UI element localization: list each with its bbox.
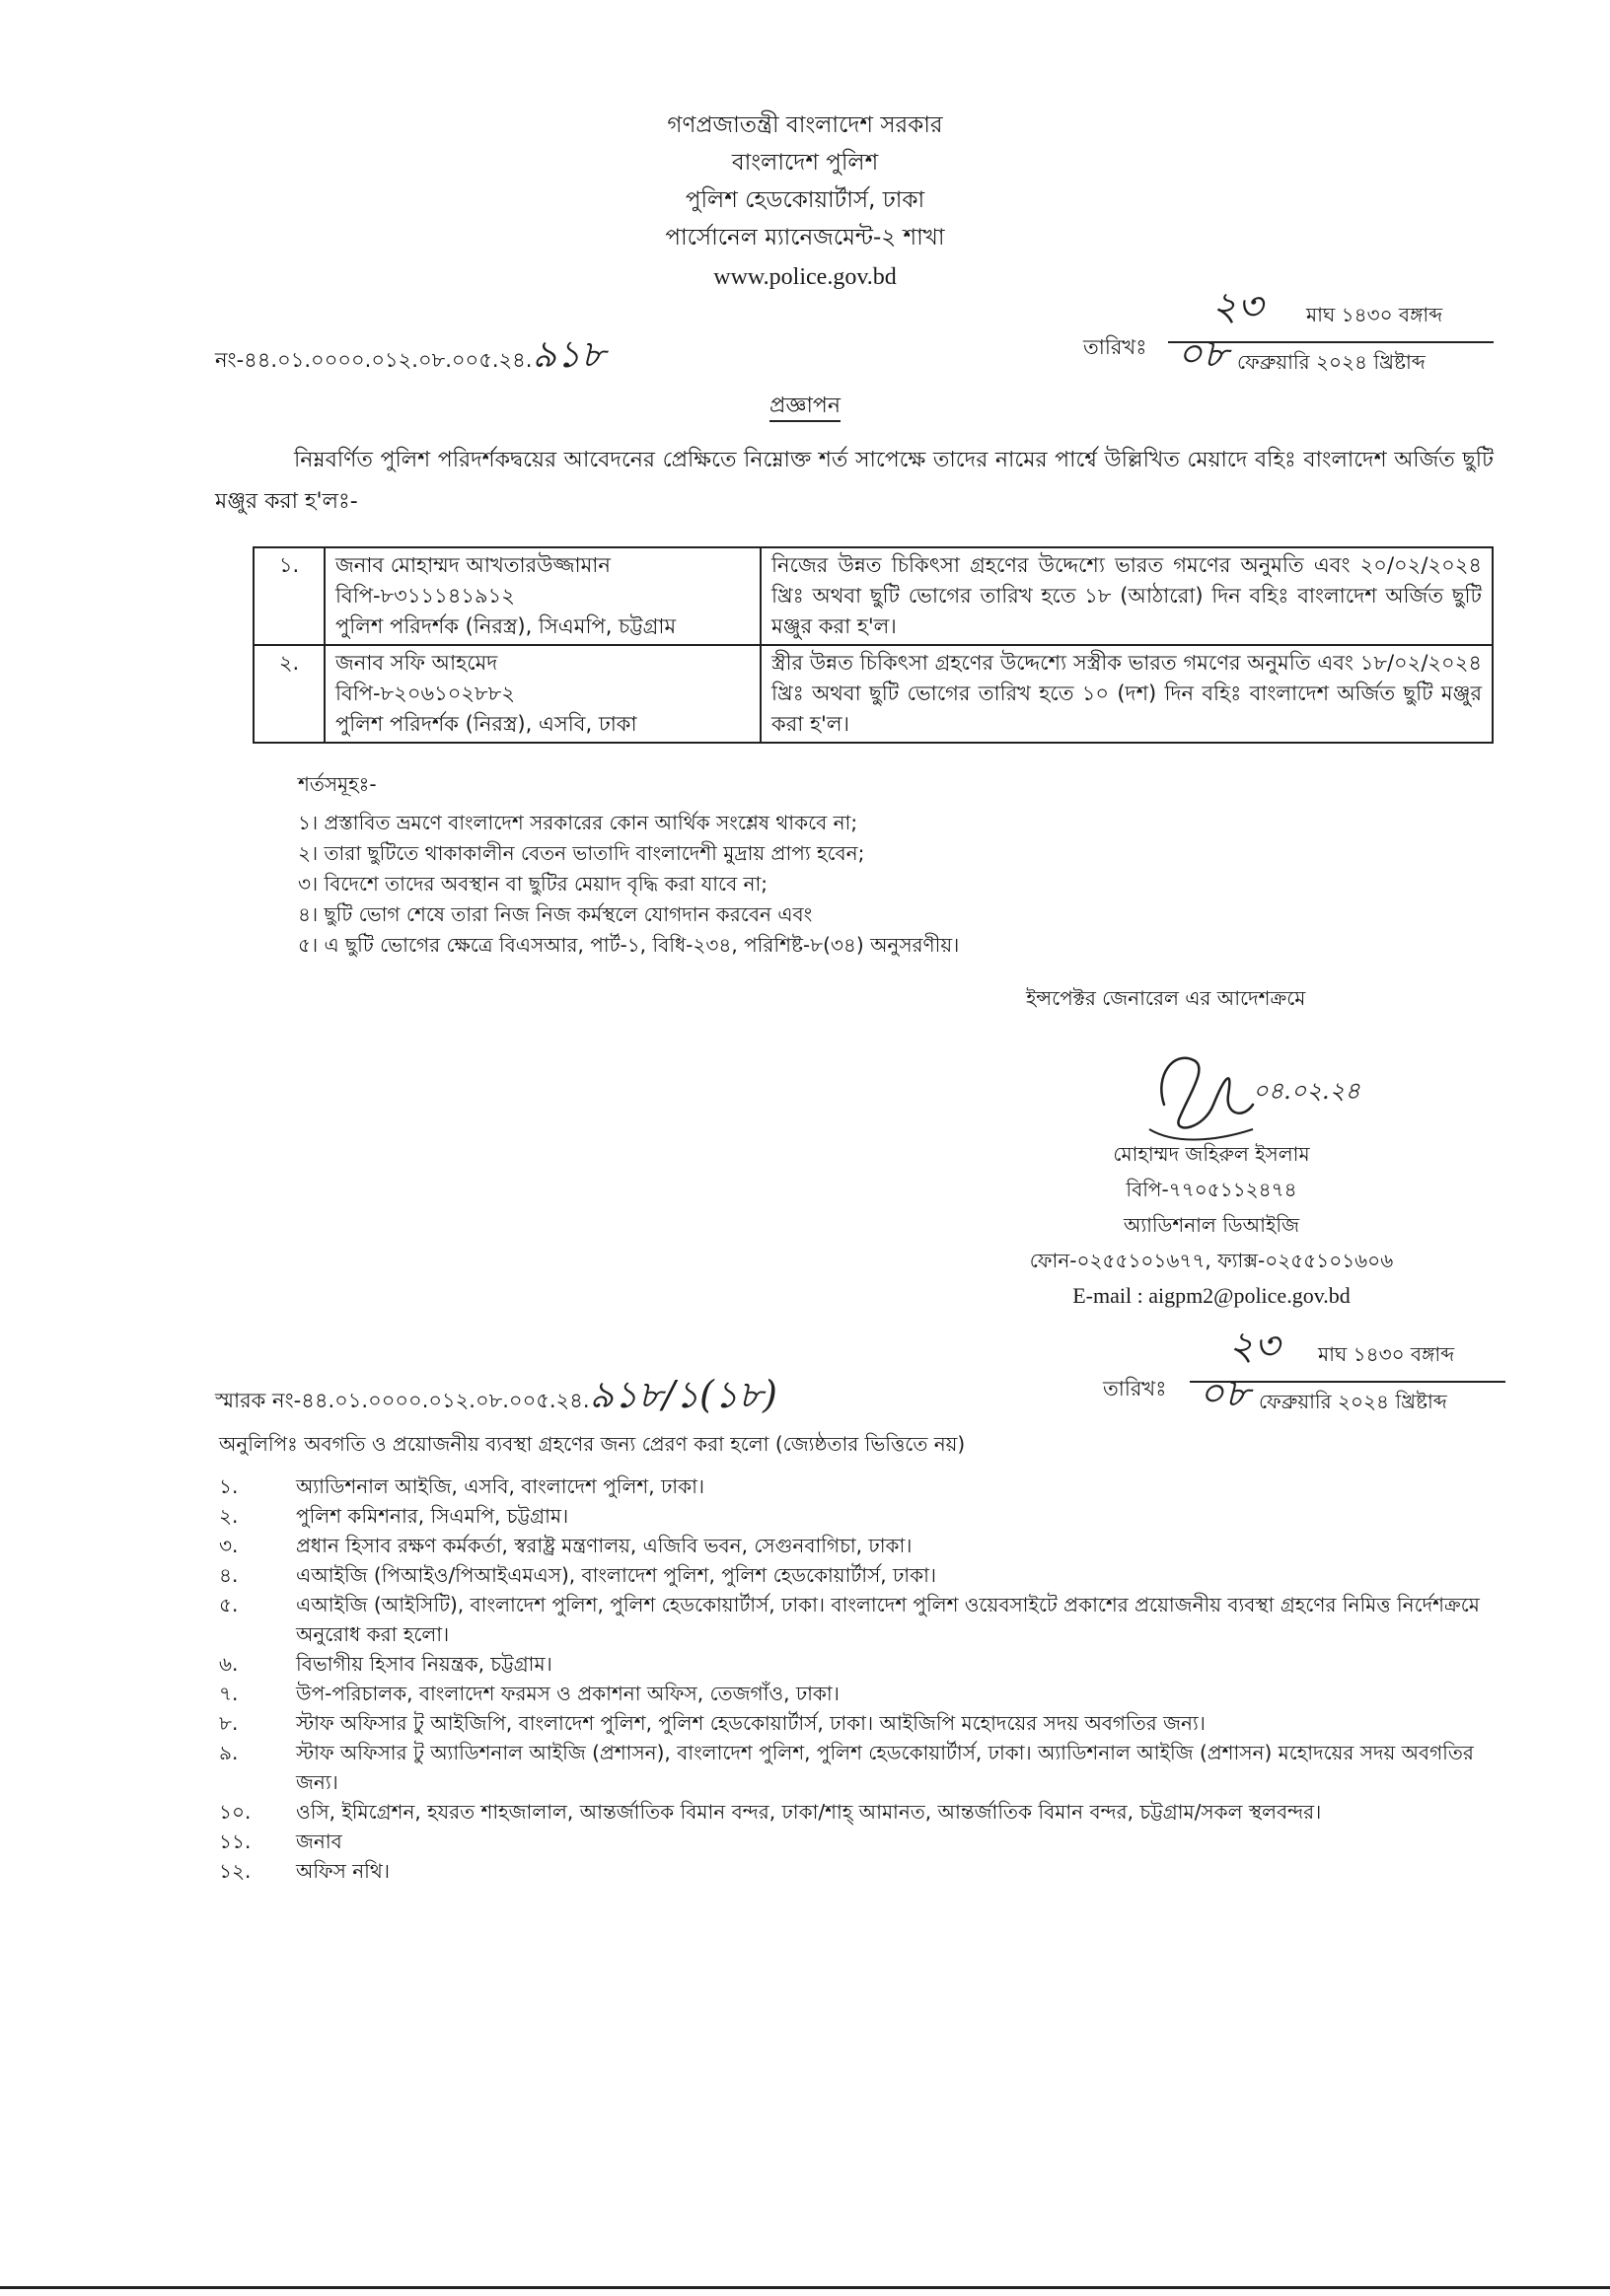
copy-text: এআইজি (আইসিটি), বাংলাদেশ পুলিশ, পুলিশ হেডকোয়ার্টার্স, ঢাকা। বাংলাদেশ পুলিশ ওয়েবসাইটে প্রকাশের প্রয়োজনীয় ব্যবস্থা গ্রহণের নিমিত্ত নির্দেশক্রমে অনুরোধ করা হলো। xyxy=(296,1593,1480,1646)
copy-num: ২. xyxy=(219,1504,239,1528)
memo2-number-handwritten: ৯১৮/১(১৮) xyxy=(589,1373,777,1416)
copy-num: ৬. xyxy=(219,1652,239,1676)
memo-number-handwritten: ৯১৮ xyxy=(532,332,606,376)
memo-date-label: তারিখঃ xyxy=(1083,335,1147,359)
list-item xyxy=(219,1827,1501,1856)
copy-num: ৪. xyxy=(219,1563,239,1587)
grant-person xyxy=(325,547,761,645)
copies-list xyxy=(219,1471,1501,1886)
list-item xyxy=(219,1590,1501,1649)
grant-post: পুলিশ পরিদর্শক (নিরস্ত্র), সিএমপি, চট্টগ্রাম xyxy=(335,614,677,638)
memo2-date-en-rest: ফেব্রুয়ারি ২০২৪ খ্রিষ্টাব্দ xyxy=(1259,1390,1447,1413)
copy-num: ৮. xyxy=(219,1711,239,1735)
grant-detail: স্ত্রীর উন্নত চিকিৎসা গ্রহণের উদ্দেশ্যে সস্ত্রীক ভারত গমণের অনুমতি এবং ১৮/০২/২০২৪ খ্রিঃ অথবা ছুটি ভোগের তারিখ হতে ১০ (দশ) দিন বহিঃ বাংলাদেশ অর্জিত ছুটি মঞ্জুর করা হ'ল। xyxy=(761,645,1493,743)
list-item xyxy=(219,1679,1501,1708)
header-police: বাংলাদেশ পুলিশ xyxy=(731,150,879,176)
copy-text: স্টাফ অফিসার টু অ্যাডিশনাল আইজি (প্রশাসন), বাংলাদেশ পুলিশ, পুলিশ হেডকোয়ার্টার্স, ঢাকা। অ্যাডিশনাল আইজি (প্রশাসন) মহোদয়ের সদয় অবগতির জন্য। xyxy=(296,1741,1474,1794)
list-item xyxy=(219,1649,1501,1679)
memo2-number-prefix: স্মারক নং-৪৪.০১.০০০০.০১২.০৮.০০৫.২৪. xyxy=(215,1389,590,1412)
copy-text: অফিস নথি। xyxy=(296,1859,390,1883)
condition-item: ৩। বিদেশে তাদের অবস্থান বা ছুটির মেয়াদ বৃদ্ধি করা যাবে না; xyxy=(298,872,768,896)
memo2-date-bn-rest: মাঘ ১৪৩০ বঙ্গাব্দ xyxy=(1318,1342,1455,1366)
memo2-date-label: তারিখঃ xyxy=(1103,1377,1167,1400)
list-item xyxy=(219,1708,1501,1738)
grant-detail: নিজের উন্নত চিকিৎসা গ্রহণের উদ্দেশ্যে ভারত গমণের অনুমতি এবং ২০/০২/২০২৪ খ্রিঃ অথবা ছুটি ভোগের তারিখ হতে ১৮ (আঠারো) দিন বহিঃ বাংলাদেশ অর্জিত ছুটি মঞ্জুর করা হ'ল। xyxy=(761,547,1493,645)
grant-bp: বিপি-৮২০৬১০২৮৮২ xyxy=(335,682,515,705)
memo-date-en-rest: ফেব্রুয়ারি ২০২৪ খ্রিষ্টাব্দ xyxy=(1237,350,1426,374)
signatory-phone: ফোন-০২৫৫১০১৬৭৭, ফ্যাক্স-০২৫৫১০১৬০৬ xyxy=(1029,1249,1394,1272)
condition-item: ৫। এ ছুটি ভোগের ক্ষেত্রে বিএসআর, পার্ট-১, বিধি-২৩৪, পরিশিষ্ট-৮(৩৪) অনুসরণীয়। xyxy=(298,933,960,957)
memo-number-prefix: নং-৪৪.০১.০০০০.০১২.০৮.০০৫.২৪. xyxy=(215,348,533,372)
copy-num: ৯. xyxy=(219,1741,239,1764)
copy-text: এআইজি (পিআইও/পিআইএমএস), বাংলাদেশ পুলিশ, পুলিশ হেডকোয়ার্টার্স, ঢাকা। xyxy=(296,1563,937,1587)
memo2-number xyxy=(215,1366,777,1429)
memo-date-bn-day: ২৩ xyxy=(1210,284,1263,329)
conditions xyxy=(298,769,1482,961)
copy-num: ১২. xyxy=(219,1859,252,1883)
copy-text: স্টাফ অফিসার টু আইজিপি, বাংলাদেশ পুলিশ, পুলিশ হেডকোয়ার্টার্স, ঢাকা। আইজিপি মহোদয়ের সদয় অবগতির জন্য। xyxy=(296,1711,1206,1735)
grant-name: জনাব মোহাম্মদ আখতারউজ্জামান xyxy=(335,553,611,577)
signatory-name: মোহাম্মদ জহিরুল ইসলাম xyxy=(1113,1142,1310,1166)
grant-post: পুলিশ পরিদর্শক (নিরস্ত্র), এসবি, ঢাকা xyxy=(335,712,637,736)
bottom-rule xyxy=(0,2286,1610,2289)
header-website: www.police.gov.bd xyxy=(713,264,897,290)
list-item xyxy=(219,1856,1501,1886)
memo-date-block xyxy=(1168,284,1494,389)
copies-heading: অনুলিপিঃ অবগতি ও প্রয়োজনীয় ব্যবস্থা গ্রহণের জন্য প্রেরণ করা হলো (জ্যেষ্ঠতার ভিত্তিতে নয়) xyxy=(219,1432,966,1456)
header-government: গণপ্রজাতন্ত্রী বাংলাদেশ সরকার xyxy=(667,112,943,138)
header-branch: পার্সোনেল ম্যানেজমেন্ট-২ শাখা xyxy=(665,225,945,251)
leave-grant-table xyxy=(253,546,1494,744)
copy-num: ১০. xyxy=(219,1800,252,1824)
order-by: ইন্সপেক্টর জেনারেল এর আদেশক্রমে xyxy=(1026,986,1306,1010)
copy-text: পুলিশ কমিশনার, সিএমপি, চট্টগ্রাম। xyxy=(296,1504,569,1528)
condition-item: ৪। ছুটি ভোগ শেষে তারা নিজ নিজ কর্মস্থলে যোগদান করবেন এবং xyxy=(298,902,813,926)
condition-item: ২। তারা ছুটিতে থাকাকালীন বেতন ভাতাদি বাংলাদেশী মুদ্রায় প্রাপ্য হবেন; xyxy=(298,841,865,865)
list-item xyxy=(219,1501,1501,1531)
memo2-date-bn-day: ২৩ xyxy=(1227,1324,1280,1369)
copy-text: জনাব xyxy=(296,1830,342,1853)
grant-bp: বিপি-৮৩১১১৪১৯১২ xyxy=(335,584,515,608)
grant-name: জনাব সফি আহমেদ xyxy=(335,651,498,675)
copy-num: ৩. xyxy=(219,1534,239,1557)
condition-item: ১। প্রস্তাবিত ভ্রমণে বাংলাদেশ সরকারের কোন আর্থিক সংশ্লেষ থাকবে না; xyxy=(298,811,858,834)
grant-num: ১. xyxy=(254,547,325,645)
signatory-title: অ্যাডিশনাল ডিআইজি xyxy=(1124,1213,1299,1237)
copy-text: প্রধান হিসাব রক্ষণ কর্মকর্তা, স্বরাষ্ট্র মন্ত্রণালয়, এজিবি ভবন, সেগুনবাগিচা, ঢাকা। xyxy=(296,1534,913,1557)
copy-num: ৫. xyxy=(219,1593,239,1616)
intro-paragraph: নিম্নবর্ণিত পুলিশ পরিদর্শকদ্বয়ের আবেদনের প্রেক্ষিতে নিম্নোক্ত শর্ত সাপেক্ষে তাদের নামের পার্শ্বে উল্লিখিত মেয়াদে বহিঃ বাংলাদেশ অর্জিত ছুটি মঞ্জুর করা হ'লঃ- xyxy=(215,448,1494,514)
memo2-date-en-day: ০৮ xyxy=(1199,1371,1250,1416)
table-row xyxy=(254,645,1493,743)
grant-person xyxy=(325,645,761,743)
table-row xyxy=(254,547,1493,645)
signatory-block xyxy=(985,1136,1438,1314)
list-item xyxy=(219,1738,1501,1797)
memo-number xyxy=(215,325,605,389)
signatory-bp: বিপি-৭৭০৫১১২৪৭৪ xyxy=(1126,1178,1297,1201)
list-item xyxy=(219,1471,1501,1501)
copy-text: অ্যাডিশনাল আইজি, এসবি, বাংলাদেশ পুলিশ, ঢাকা। xyxy=(296,1474,705,1498)
copy-num: ১১. xyxy=(219,1830,252,1853)
copy-text: উপ-পরিচালক, বাংলাদেশ ফরমস ও প্রকাশনা অফিস, তেজগাঁও, ঢাকা। xyxy=(296,1682,840,1705)
copy-num: ৭. xyxy=(219,1682,239,1705)
copy-text: বিভাগীয় হিসাব নিয়ন্ত্রক, চট্টগ্রাম। xyxy=(296,1652,552,1676)
list-item xyxy=(219,1560,1501,1590)
notification-title: প্রজ্ঞাপন xyxy=(769,394,841,422)
header-hq: পুলিশ হেডকোয়ার্টার্স, ঢাকা xyxy=(685,187,925,213)
signature-date: ০৪.০২.২৪ xyxy=(1253,1077,1360,1105)
list-item xyxy=(219,1531,1501,1560)
memo-date-bn-rest: মাঘ ১৪৩০ বঙ্গাব্দ xyxy=(1306,303,1443,326)
copy-text: ওসি, ইমিগ্রেশন, হযরত শাহজালাল, আন্তর্জাতিক বিমান বন্দর, ঢাকা/শাহ্ আমানত, আন্তর্জাতিক বিমান বন্দর, চট্টগ্রাম/সকল স্থলবন্দর। xyxy=(296,1800,1322,1824)
signatory-email: E-mail : aigpm2@police.gov.bd xyxy=(1072,1283,1351,1308)
copy-num: ১. xyxy=(219,1474,239,1498)
memo2-date-block xyxy=(1190,1324,1505,1428)
conditions-heading: শর্তসমূহঃ- xyxy=(298,772,377,796)
grant-num: ২. xyxy=(254,645,325,743)
memo-date-en-day: ০৮ xyxy=(1177,331,1228,377)
title-wrap xyxy=(0,389,1610,425)
list-item xyxy=(219,1797,1501,1827)
